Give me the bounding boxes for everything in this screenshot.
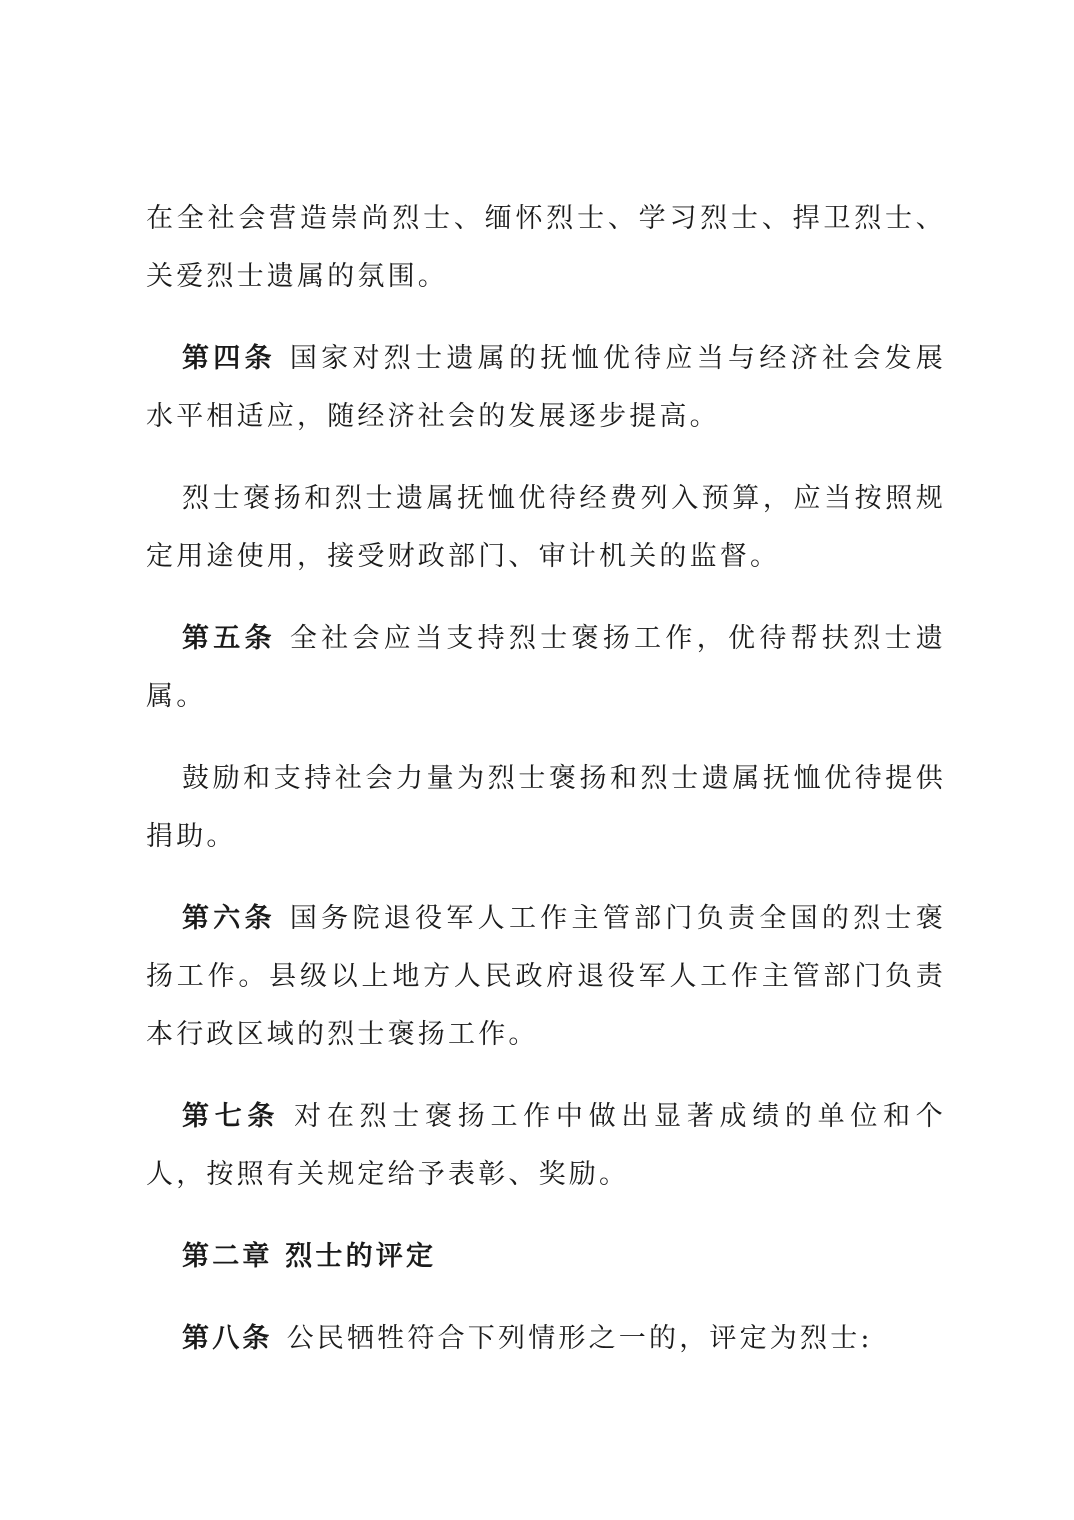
article-5 [146,610,946,726]
article-6-text: 国务院退役军人工作主管部门负责全国的烈士褒扬工作。县级以上地方人民政府退役军人工作主管部门负责本行政区域的烈士褒扬工作。 [146,903,946,1050]
article-6-heading: 第六条 [182,903,276,934]
article-5-paragraph-2: 鼓励和支持社会力量为烈士褒扬和烈士遗属抚恤优待提供捐助。 [146,763,946,852]
article-4-text: 国家对烈士遗属的抚恤优待应当与经济社会发展水平相适应，随经济社会的发展逐步提高。 [146,343,946,432]
article-7-heading: 第七条 [182,1101,281,1132]
article-8-text: 公民牺牲符合下列情形之一的，评定为烈士: [286,1323,873,1354]
article-5-heading: 第五条 [182,623,276,654]
article-7-text: 对在烈士褒扬工作中做出显著成绩的单位和个人，按照有关规定给予表彰、奖励。 [146,1101,946,1190]
article-8 [146,1310,946,1368]
article-4-paragraph-2: 烈士褒扬和烈士遗属抚恤优待经费列入预算，应当按照规定用途使用，接受财政部门、审计机关的监督。 [146,483,946,572]
article-5-text: 全社会应当支持烈士褒扬工作，优待帮扶烈士遗属。 [146,623,946,712]
paragraph-continuation: 在全社会营造崇尚烈士、缅怀烈士、学习烈士、捍卫烈士、关爱烈士遗属的氛围。 [146,203,946,292]
article-4-heading: 第四条 [182,343,276,374]
document-page [146,190,946,1368]
chapter-2-title: 第二章 烈士的评定 [182,1241,437,1272]
article-7 [146,1088,946,1204]
article-8-heading: 第八条 [182,1323,273,1354]
article-4 [146,330,946,446]
article-6 [146,890,946,1064]
